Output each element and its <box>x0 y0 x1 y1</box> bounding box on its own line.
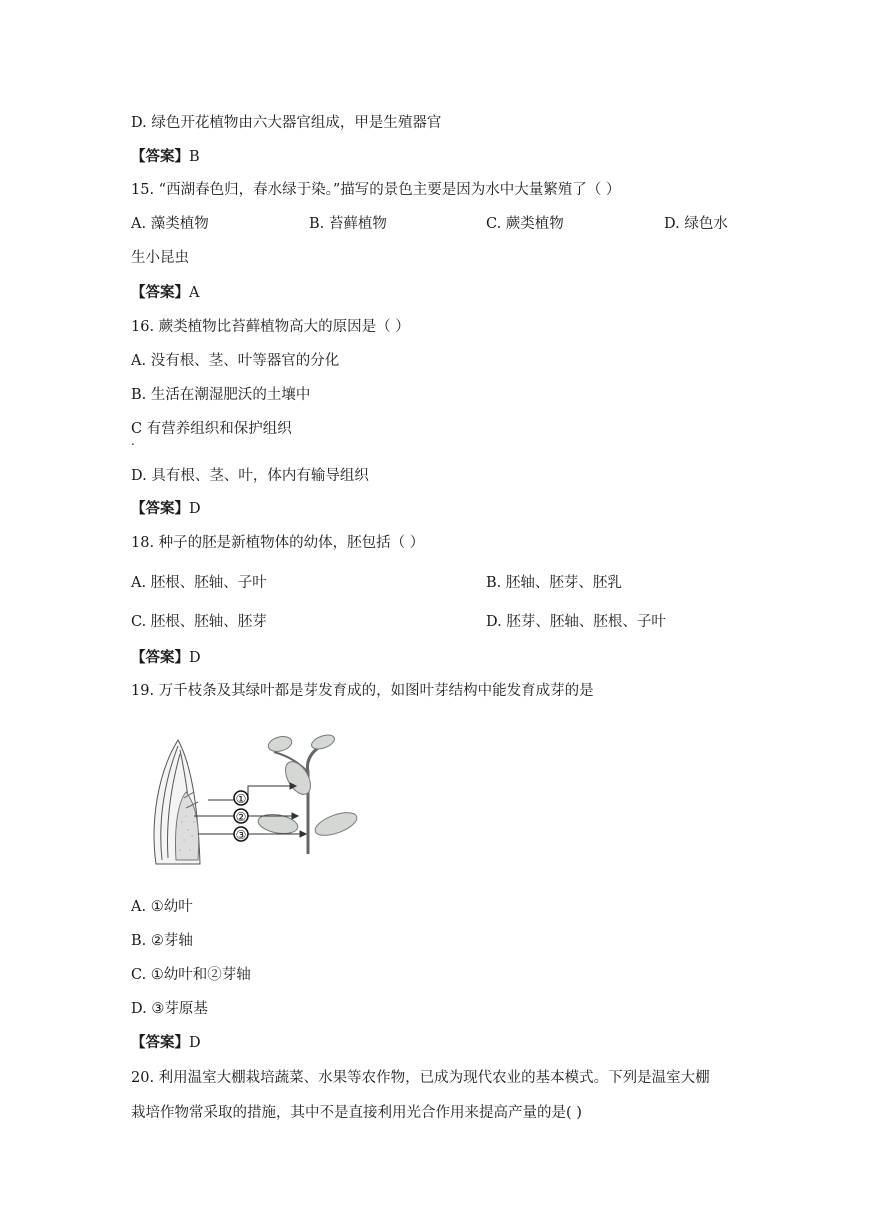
q16-option-c-dot: . <box>131 434 135 448</box>
q18-option-d: D. 胚芽、胚轴、胚根、子叶 <box>486 614 666 630</box>
q19-option-d: D. ③芽原基 <box>131 1001 208 1017</box>
q14-option-d: D. 绿色开花植物由六大器官组成，甲是生殖器官 <box>131 115 442 131</box>
q15-option-c: C. 蕨类植物 <box>486 216 564 232</box>
q19-option-b: B. ②芽轴 <box>131 933 193 949</box>
answer-value: A <box>189 285 200 301</box>
q18-answer <box>131 648 201 668</box>
answer-label: 【答案】 <box>131 500 189 517</box>
q19-answer <box>131 1033 201 1053</box>
q14-answer <box>131 147 200 167</box>
q20-stem-line2: 栽培作物常采取的措施，其中不是直接利用光合作用来提高产量的是( ) <box>131 1105 582 1121</box>
q16-option-c: C 有营养组织和保护组织 <box>131 421 292 437</box>
figure-label-2: ② <box>235 810 247 824</box>
answer-value: D <box>189 1035 201 1051</box>
q16-answer <box>131 499 201 519</box>
q15-option-b: B. 苔藓植物 <box>309 216 387 232</box>
q19-option-c: C. ①幼叶和②芽轴 <box>131 967 251 983</box>
answer-value: D <box>189 501 201 517</box>
q16-stem: 16. 蕨类植物比苔藓植物高大的原因是（ ） <box>131 319 410 335</box>
leaf-bud-diagram <box>148 732 363 872</box>
answer-value: B <box>189 149 200 165</box>
q20-stem-line1: 20. 利用温室大棚栽培蔬菜、水果等农作物，已成为现代农业的基本模式。下列是温室大棚 <box>131 1070 710 1086</box>
answer-value: D <box>189 650 201 666</box>
q15-option-d-continued: 生小昆虫 <box>131 250 189 266</box>
q15-option-d: D. 绿色水 <box>664 216 728 232</box>
q18-stem: 18. 种子的胚是新植物体的幼体，胚包括（ ） <box>131 535 425 551</box>
q18-option-b: B. 胚轴、胚芽、胚乳 <box>486 575 622 591</box>
q19-option-a: A. ①幼叶 <box>131 899 193 915</box>
answer-label: 【答案】 <box>131 1034 189 1051</box>
answer-label: 【答案】 <box>131 284 189 301</box>
figure-label-1: ① <box>235 792 247 806</box>
bud-section-illustration <box>154 740 200 864</box>
answer-label: 【答案】 <box>131 649 189 666</box>
q18-option-c: C. 胚根、胚轴、胚芽 <box>131 614 267 630</box>
q15-option-a: A. 藻类植物 <box>131 216 209 232</box>
q18-option-a: A. 胚根、胚轴、子叶 <box>131 575 267 591</box>
q19-stem: 19. 万千枝条及其绿叶都是芽发育成的，如图叶芽结构中能发育成芽的是 <box>131 683 594 699</box>
q16-option-a: A. 没有根、茎、叶等器官的分化 <box>131 353 340 369</box>
branch-illustration <box>257 732 360 854</box>
q15-answer <box>131 283 199 303</box>
q16-option-b: B. 生活在潮湿肥沃的土壤中 <box>131 387 311 403</box>
figure-label-3: ③ <box>235 828 247 842</box>
q15-stem: 15. “西湖春色归，春水绿于染。”描写的景色主要是因为水中大量繁殖了（ ） <box>131 182 621 198</box>
answer-label: 【答案】 <box>131 148 189 165</box>
q16-option-d: D. 具有根、茎、叶，体内有输导组织 <box>131 468 369 484</box>
